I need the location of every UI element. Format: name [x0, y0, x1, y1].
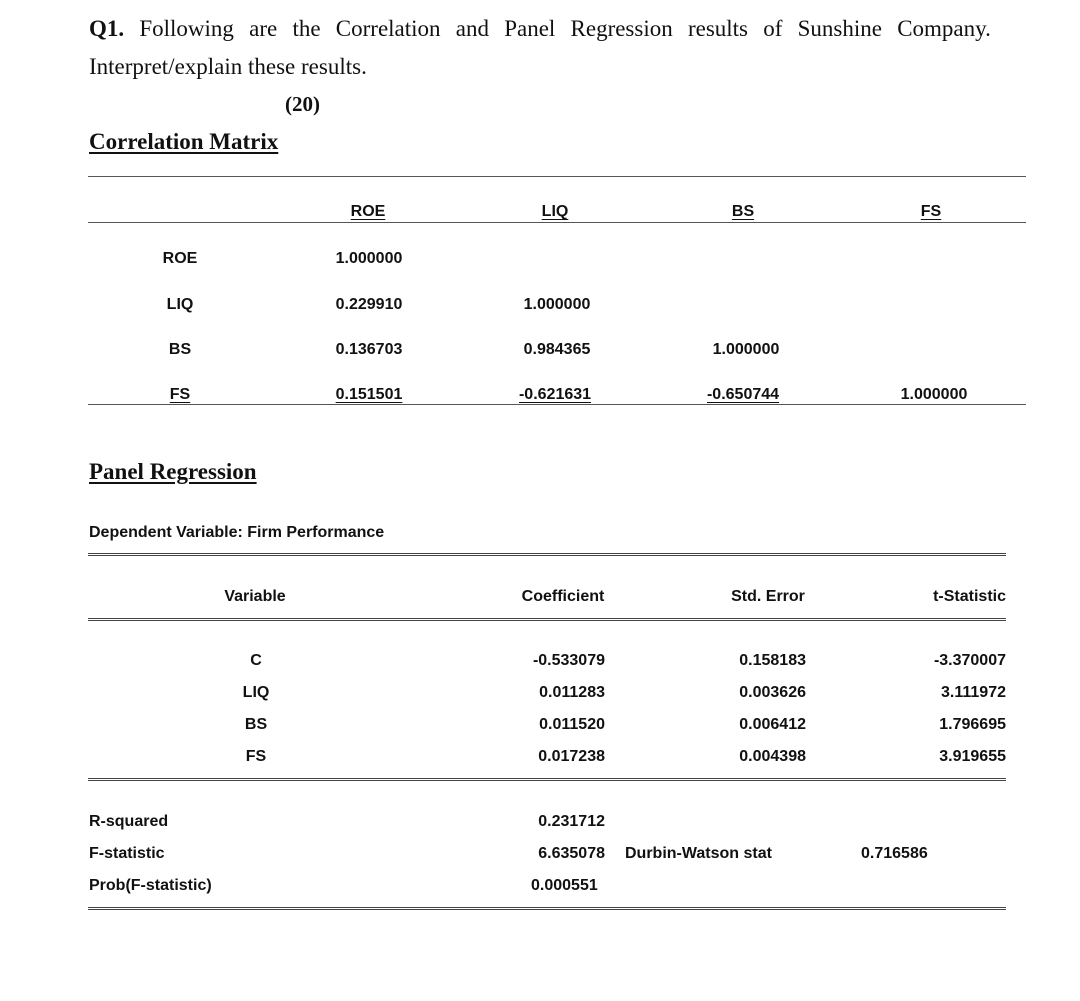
corr-col-header-roe: ROE — [350, 203, 386, 220]
corr-col-header-bs: BS — [731, 203, 755, 220]
corr-col-header-liq: LIQ — [541, 203, 569, 220]
reg-col-header-std-error: Std. Error — [731, 588, 805, 605]
question-word: the — [292, 16, 321, 41]
corr-cell: 1.000000 — [900, 386, 968, 403]
corr-cell: 0.151501 — [335, 386, 403, 403]
question-word: Company. — [897, 16, 991, 41]
reg-col-header-variable: Variable — [224, 588, 286, 605]
corr-cell: 0.229910 — [335, 296, 403, 313]
reg-variable: C — [250, 652, 262, 669]
reg-std-error: 0.004398 — [739, 748, 806, 765]
reg-col-header-coefficient: Coefficient — [521, 588, 605, 605]
regression-heading: Panel Regression — [89, 459, 257, 484]
reg-t-stat: 3.919655 — [939, 748, 1006, 765]
question-marks: (20) — [285, 92, 320, 116]
correlation-header-rule — [88, 222, 1026, 223]
corr-cell: 1.000000 — [335, 250, 403, 267]
durbin-watson-label: Durbin-Watson stat — [625, 845, 772, 862]
corr-cell: 1.000000 — [712, 341, 780, 358]
corr-cell: 0.984365 — [523, 341, 591, 358]
prob-f-label: Prob(F-statistic) — [89, 877, 212, 894]
reg-t-stat: -3.370007 — [933, 652, 1006, 669]
correlation-top-rule — [88, 176, 1026, 177]
question-line-1 — [89, 16, 991, 42]
corr-row-label-bs: BS — [168, 341, 192, 358]
corr-cell: -0.650744 — [706, 386, 780, 403]
regression-header-rule — [88, 618, 1006, 621]
reg-coefficient: 0.011520 — [539, 716, 605, 733]
reg-variable: FS — [245, 748, 267, 765]
regression-body-rule — [88, 778, 1006, 781]
regression-top-rule — [88, 553, 1006, 556]
question-word: results — [687, 16, 749, 41]
question-word: of — [763, 16, 783, 41]
f-statistic-label: F-statistic — [89, 845, 165, 862]
f-statistic-value: 6.635078 — [538, 845, 605, 862]
question-word: Panel — [504, 16, 556, 41]
reg-coefficient: 0.017238 — [538, 748, 605, 765]
question-word: Correlation — [335, 16, 441, 41]
durbin-watson-value: 0.716586 — [861, 845, 928, 862]
corr-cell: 0.136703 — [335, 341, 403, 358]
question-word: and — [455, 16, 489, 41]
corr-row-label-roe: ROE — [162, 250, 198, 267]
question-word: Regression — [570, 16, 673, 41]
reg-variable: LIQ — [242, 684, 270, 701]
reg-std-error: 0.006412 — [739, 716, 806, 733]
reg-t-stat: 3.111972 — [941, 684, 1006, 701]
r-squared-label: R-squared — [89, 813, 169, 830]
corr-row-label-fs: FS — [169, 386, 191, 403]
r-squared-value: 0.231712 — [538, 813, 605, 830]
reg-t-stat: 1.796695 — [939, 716, 1006, 733]
reg-std-error: 0.003626 — [739, 684, 806, 701]
reg-col-header-t-statistic: t-Statistic — [933, 588, 1006, 605]
corr-cell: 1.000000 — [523, 296, 591, 313]
corr-col-header-fs: FS — [920, 203, 942, 220]
prob-f-value: 0.000551 — [531, 877, 598, 894]
reg-variable: BS — [244, 716, 268, 733]
question-word: are — [249, 16, 278, 41]
question-line-2: Interpret/explain these results. — [89, 54, 367, 79]
question-word: Following — [139, 16, 234, 41]
correlation-bottom-rule — [88, 404, 1026, 405]
question-number: Q1. — [89, 16, 125, 41]
reg-std-error: 0.158183 — [739, 652, 806, 669]
dependent-variable: Dependent Variable: Firm Performance — [89, 524, 385, 541]
corr-row-label-liq: LIQ — [166, 296, 194, 313]
reg-coefficient: 0.011283 — [539, 684, 605, 701]
corr-cell: -0.621631 — [518, 386, 592, 403]
reg-coefficient: -0.533079 — [532, 652, 605, 669]
correlation-heading: Correlation Matrix — [89, 129, 279, 154]
question-word: Sunshine — [797, 16, 882, 41]
regression-bottom-rule — [88, 907, 1006, 910]
